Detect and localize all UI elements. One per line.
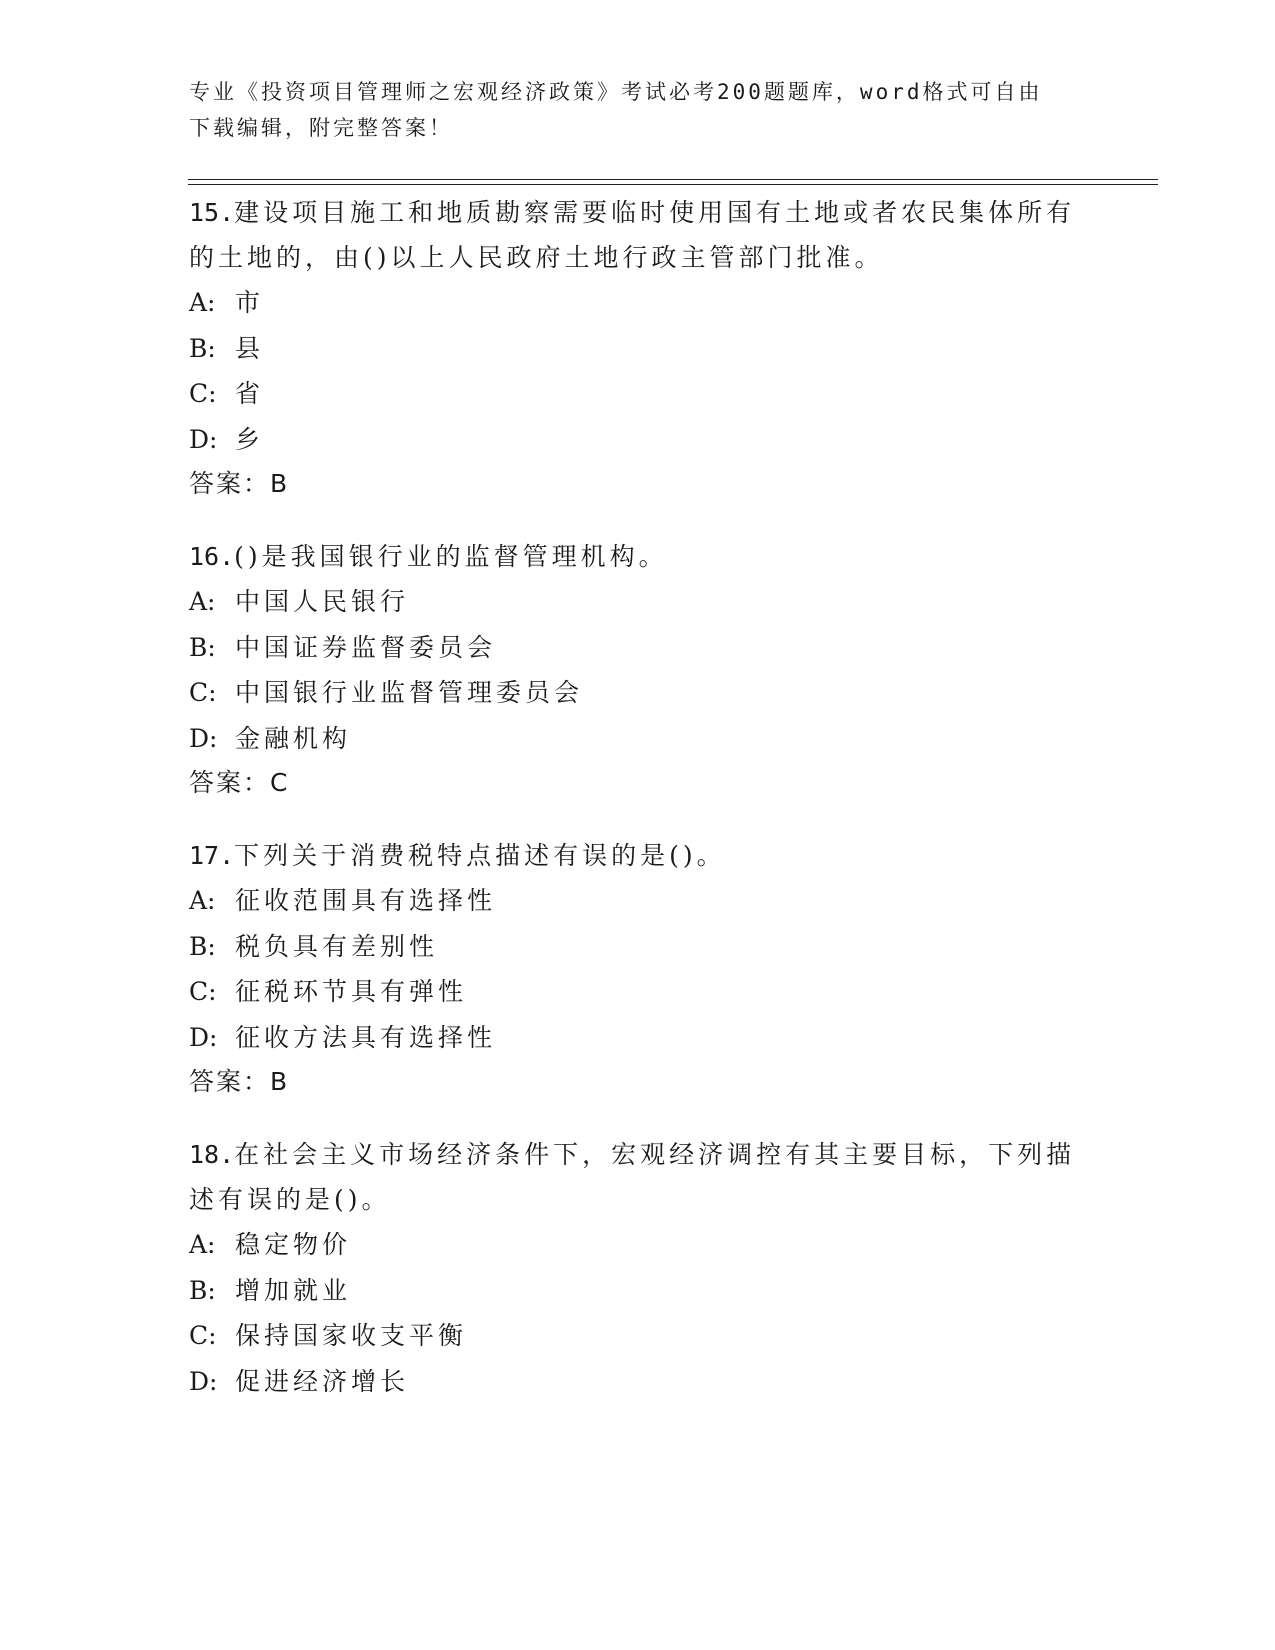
- option-letter: D:: [189, 1366, 218, 1396]
- option-text: 乡: [235, 424, 265, 454]
- option-letter: A:: [189, 288, 216, 317]
- option-b: [189, 625, 1089, 671]
- option-a: [189, 878, 1089, 924]
- option-text: 保持国家收支平衡: [235, 1321, 468, 1350]
- option-letter: A:: [189, 1230, 216, 1259]
- answer-line: 答案：C: [189, 768, 290, 797]
- option-c: [189, 670, 1089, 716]
- option-text: 税负具有差别性: [235, 931, 439, 961]
- question-stem: [189, 833, 1089, 878]
- document-header: [189, 74, 1089, 146]
- option-text: 征收范围具有选择性: [235, 886, 497, 915]
- question-text-line-2: 述有误的是()。: [189, 1185, 391, 1214]
- option-letter: B:: [189, 931, 216, 961]
- question-text-line-1: 下列关于消费税特点描述有误的是()。: [234, 841, 726, 870]
- option-letter: C:: [189, 379, 217, 408]
- option-letter: A:: [189, 886, 216, 915]
- question-number: 15.: [189, 198, 235, 227]
- option-text: 中国证券监督委员会: [235, 632, 497, 662]
- option-c: [189, 371, 1089, 417]
- option-b: [189, 1268, 1089, 1314]
- question-stem: [189, 1132, 1089, 1177]
- option-d: [189, 417, 1089, 463]
- question-number: 17.: [189, 841, 235, 870]
- header-divider-top: [188, 179, 1158, 180]
- header-line-2: 下载编辑，附完整答案！: [189, 116, 453, 140]
- question-number: 16.: [189, 542, 235, 571]
- option-d: [189, 716, 1089, 762]
- option-d: [189, 1359, 1089, 1405]
- question-16: [189, 534, 1089, 805]
- option-a: [189, 579, 1089, 625]
- option-text: 中国人民银行: [235, 587, 410, 616]
- question-text-line-1: 建设项目施工和地质勘察需要临时使用国有土地或者农民集体所有: [234, 198, 1076, 227]
- question-text-line-1: 在社会主义市场经济条件下，宏观经济调控有其主要目标，下列描: [234, 1140, 1076, 1169]
- option-letter: A:: [189, 587, 216, 616]
- option-a: [189, 1222, 1089, 1268]
- question-stem: [189, 534, 1089, 579]
- option-a: [189, 280, 1089, 326]
- header-line-1: 专业《投资项目管理师之宏观经济政策》考试必考200题题库，word格式可自由: [189, 80, 1043, 104]
- option-text: 省: [235, 379, 265, 408]
- header-divider-bottom: [188, 184, 1158, 185]
- option-text: 促进经济增长: [235, 1366, 410, 1396]
- option-b: [189, 924, 1089, 970]
- option-text: 市: [235, 288, 265, 317]
- option-letter: C:: [189, 1321, 217, 1350]
- option-letter: C:: [189, 977, 217, 1006]
- question-number: 18.: [189, 1140, 235, 1169]
- question-17: [189, 833, 1089, 1104]
- question-text-line-1: ()是我国银行业的监督管理机构。: [234, 542, 668, 571]
- option-text: 征税环节具有弹性: [235, 977, 468, 1006]
- answer-line: 答案：B: [189, 469, 290, 498]
- option-letter: D:: [189, 424, 218, 454]
- option-text: 增加就业: [235, 1275, 352, 1305]
- option-text: 金融机构: [235, 723, 352, 753]
- option-letter: B:: [189, 1275, 216, 1305]
- question-list: [189, 190, 1089, 1432]
- option-text: 稳定物价: [235, 1230, 352, 1259]
- option-c: [189, 969, 1089, 1015]
- option-b: [189, 326, 1089, 372]
- option-letter: D:: [189, 1022, 218, 1052]
- option-letter: B:: [189, 632, 216, 662]
- option-text: 县: [235, 333, 265, 363]
- question-18: [189, 1132, 1089, 1404]
- question-stem: [189, 190, 1089, 235]
- option-c: [189, 1313, 1089, 1359]
- option-letter: D:: [189, 723, 218, 753]
- option-letter: C:: [189, 678, 217, 707]
- option-text: 中国银行业监督管理委员会: [235, 678, 584, 707]
- question-15: [189, 190, 1089, 506]
- answer-line: 答案：B: [189, 1067, 290, 1096]
- question-text-line-2: 的土地的，由()以上人民政府土地行政主管部门批准。: [189, 243, 884, 272]
- option-letter: B:: [189, 333, 216, 363]
- option-text: 征收方法具有选择性: [235, 1022, 497, 1052]
- option-d: [189, 1015, 1089, 1061]
